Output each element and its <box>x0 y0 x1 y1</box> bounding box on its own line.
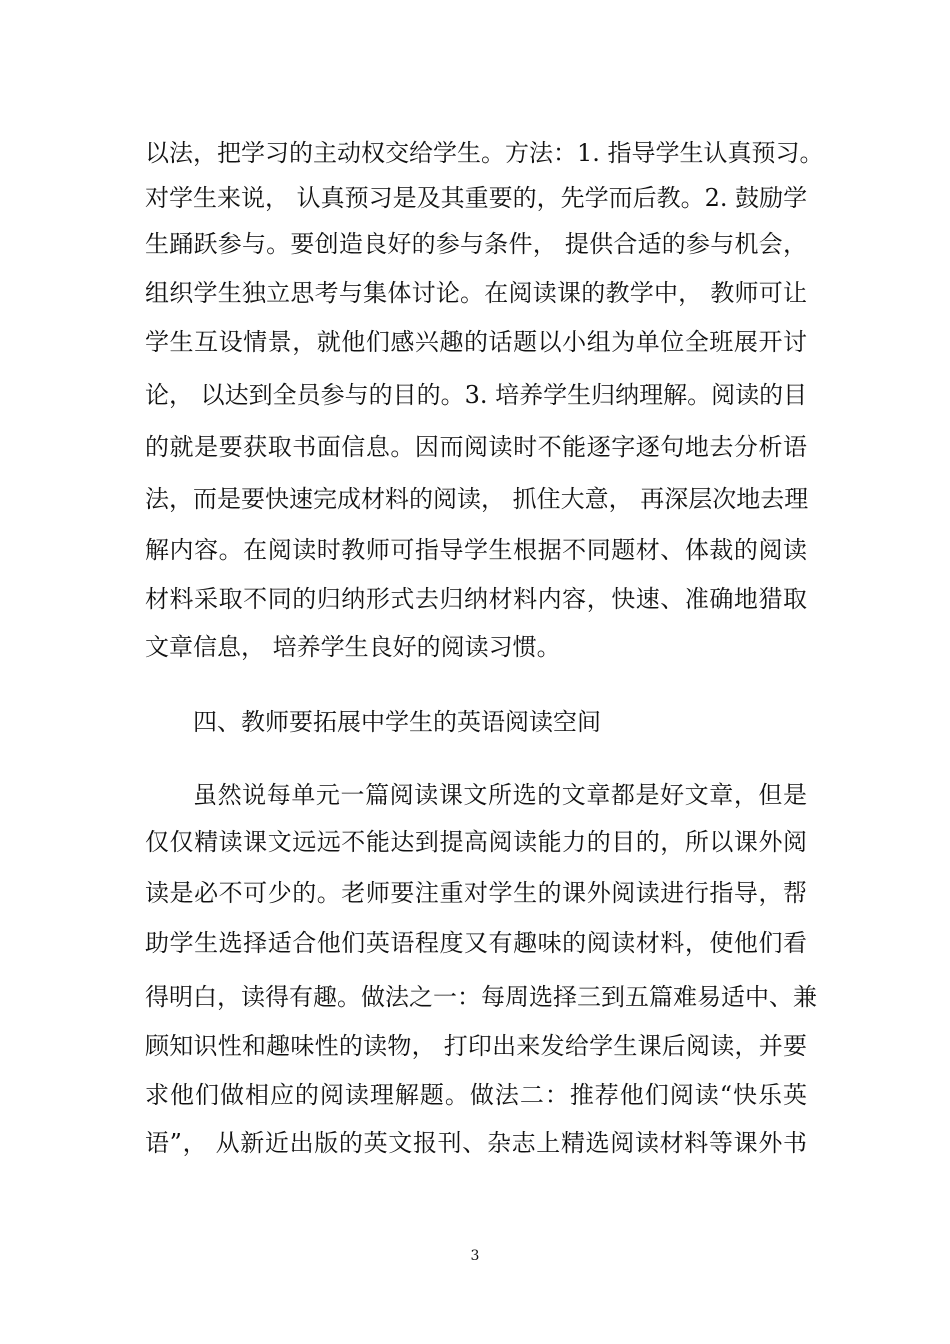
text-line: 求他们做相应的阅读理解题。做法二：推荐他们阅读“快乐英 <box>145 1081 807 1109</box>
text-line: 解内容。在阅读时教师可指导学生根据不同题材、体裁的阅读 <box>145 536 807 564</box>
page-number: 3 <box>470 1248 480 1264</box>
text-line: 得明白，读得有趣。做法之一：每周选择三到五篇难易适中、兼 <box>145 983 817 1011</box>
text-line: 学生互设情景，就他们感兴趣的话题以小组为单位全班展开讨 <box>145 328 807 356</box>
text-line: 语”， 从新近出版的英文报刊、杂志上精选阅读材料等课外书 <box>145 1129 807 1157</box>
text-line: 文章信息， 培养学生良好的阅读习惯。 <box>145 633 561 661</box>
section-heading: 四、教师要拓展中学生的英语阅读空间 <box>193 708 601 736</box>
text-line: 读是必不可少的。老师要注重对学生的课外阅读进行指导，帮 <box>145 879 807 907</box>
text-line: 虽然说每单元一篇阅读课文所选的文章都是好文章，但是 <box>193 781 807 809</box>
text-line: 助学生选择适合他们英语程度又有趣味的阅读材料，使他们看 <box>145 929 807 957</box>
text-line: 的就是要获取书面信息。因而阅读时不能逐字逐句地去分析语 <box>145 433 807 461</box>
text-line: 以法，把学习的主动权交给学生。方法：1. 指导学生认真预习。 <box>145 139 824 167</box>
text-line: 组织学生独立思考与集体讨论。在阅读课的教学中， 教师可让 <box>145 279 807 307</box>
text-line: 对学生来说， 认真预习是及其重要的，先学而后教。2. 鼓励学 <box>145 184 808 212</box>
text-line: 顾知识性和趣味性的读物， 打印出来发给学生课后阅读，并要 <box>145 1032 807 1060</box>
text-line: 仅仅精读课文远远不能达到提高阅读能力的目的，所以课外阅 <box>145 828 807 856</box>
text-line: 材料采取不同的归纳形式去归纳材料内容，快速、准确地猎取 <box>145 585 807 613</box>
text-line: 法，而是要快速完成材料的阅读， 抓住大意， 再深层次地去理 <box>145 485 809 513</box>
text-line: 生踊跃参与。要创造良好的参与条件， 提供合适的参与机会， <box>145 230 807 258</box>
text-line: 论， 以达到全员参与的目的。3. 培养学生归纳理解。阅读的目 <box>145 381 808 409</box>
